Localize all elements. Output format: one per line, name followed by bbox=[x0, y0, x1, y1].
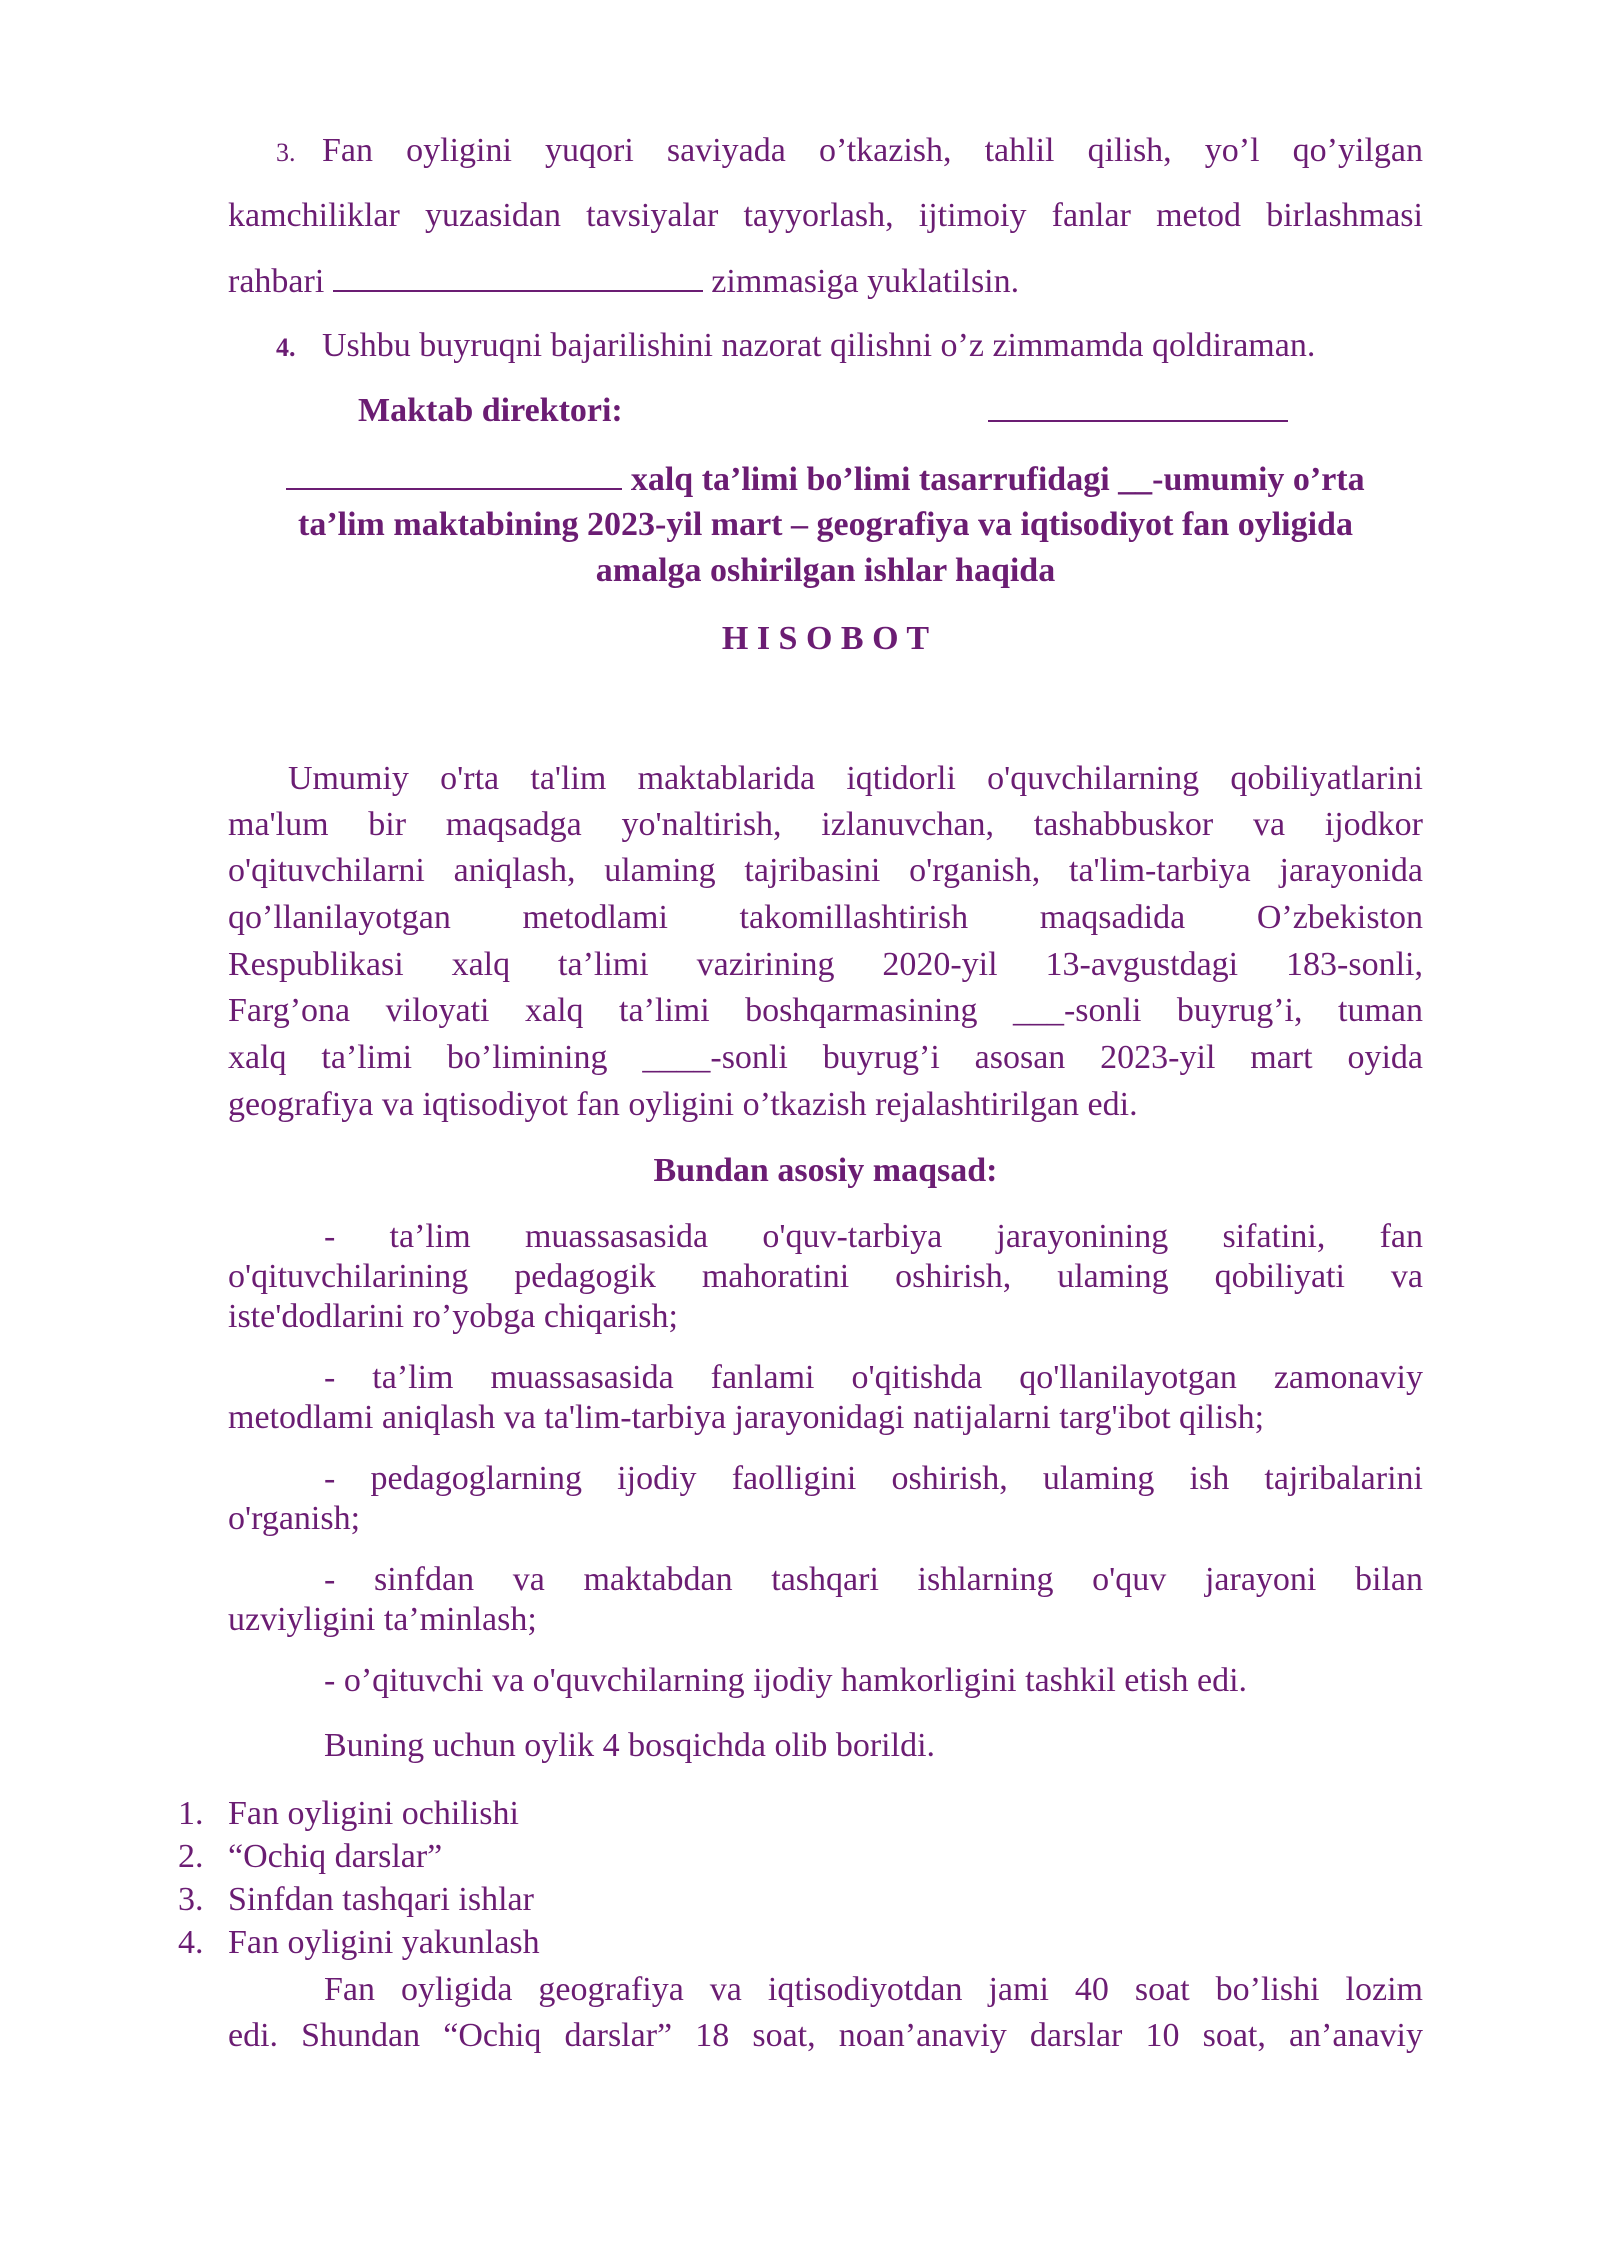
intro-line-8: geografiya va iqtisodiyot fan oyligini o’tkazish rejalashtirilgan edi. bbox=[228, 1086, 1138, 1123]
intro-line-1: Umumiy o'rta ta'lim maktablarida iqtidorli o'quvchilarning qobiliyatlarini bbox=[288, 760, 1423, 797]
goal-heading: Bundan asosiy maqsad: bbox=[653, 1152, 998, 1189]
intro-line-6: Farg’ona viloyati xalq ta’limi boshqarmasining ___-sonli buyrug’i, tuman bbox=[228, 992, 1423, 1029]
goal-3-line-2: o'rganish; bbox=[228, 1500, 361, 1537]
item-4-text: Ushbu buyruqni bajarilishini nazorat qilishni o’z zimmamda qoldiraman. bbox=[322, 327, 1316, 364]
signature-row bbox=[228, 392, 1423, 430]
item-3-line-2: kamchiliklar yuzasidan tavsiyalar tayyorlash, ijtimoiy fanlar metod birlashmasi bbox=[228, 197, 1423, 234]
stage-item-2 bbox=[178, 1838, 442, 1876]
item-4-number: 4. bbox=[276, 333, 296, 362]
goal-1-line-3: iste'dodlarini ro’yobga chiqarish; bbox=[228, 1298, 678, 1335]
final-line-1: Fan oyligida geografiya va iqtisodiyotdan jami 40 soat bo’lishi lozim bbox=[324, 1971, 1423, 2008]
goal-1-line-2: o'qituvchilarining pedagogik mahoratini oshirish, ulaming qobiliyati va bbox=[228, 1258, 1423, 1295]
stage-number: 1. bbox=[178, 1795, 204, 1832]
item-3-line-3-start: rahbari bbox=[228, 263, 325, 300]
report-header-line-1-text: xalq ta’limi bo’limi tasarrufidagi __-umumiy o’rta bbox=[630, 461, 1365, 498]
intro-line-4: qo’llanilayotgan metodlami takomillashtirish maqsadida O’zbekiston bbox=[228, 899, 1423, 936]
stage-number: 2. bbox=[178, 1838, 204, 1875]
report-header-line-3: amalga oshirilgan ishlar haqida bbox=[595, 552, 1056, 589]
item-3-blank bbox=[333, 262, 703, 292]
final-line-2: edi. Shundan “Ochiq darslar” 18 soat, noan’anaviy darslar 10 soat, an’anaviy bbox=[228, 2017, 1423, 2054]
intro-line-3: o'qituvchilarni aniqlash, ulaming tajribasini o'rganish, ta'lim-tarbiya jarayonida bbox=[228, 852, 1423, 889]
stage-text: Fan oyligini ochilishi bbox=[228, 1795, 519, 1832]
report-header-line-1 bbox=[228, 460, 1423, 499]
item-4 bbox=[228, 327, 1423, 365]
stage-item-4 bbox=[178, 1924, 540, 1962]
goal-2-line-1: - ta’lim muassasasida fanlami o'qitishda qo'llanilayotgan zamonaviy bbox=[324, 1359, 1423, 1396]
signature-label: Maktab direktori: bbox=[358, 392, 623, 429]
item-3-text: Fan oyligini yuqori saviyada o’tkazish, tahlil qilish, yo’l qo’yilgan bbox=[322, 132, 1423, 169]
goal-4-line-1: - sinfdan va maktabdan tashqari ishlarning o'quv jarayoni bilan bbox=[324, 1561, 1423, 1598]
signature-line bbox=[988, 392, 1288, 422]
stage-text: “Ochiq darslar” bbox=[228, 1838, 443, 1875]
stage-number: 4. bbox=[178, 1924, 204, 1961]
stage-text: Fan oyligini yakunlash bbox=[228, 1924, 540, 1961]
intro-line-2: ma'lum bir maqsadga yo'naltirish, izlanuvchan, tashabbuskor va ijodkor bbox=[228, 806, 1423, 843]
stage-item-1 bbox=[178, 1795, 519, 1833]
report-header-line-2: ta’lim maktabining 2023-yil mart – geografiya va iqtisodiyot fan oyligida bbox=[298, 506, 1353, 543]
item-3-line-3-end: zimmasiga yuklatilsin. bbox=[711, 263, 1020, 300]
stage-item-3 bbox=[178, 1881, 534, 1919]
intro-line-7: xalq ta’limi bo’limining ____-sonli buyrug’i asosan 2023-yil mart oyida bbox=[228, 1039, 1423, 1076]
stages-intro: Buning uchun oylik 4 bosqichda olib borildi. bbox=[324, 1727, 936, 1764]
district-blank bbox=[286, 460, 622, 490]
item-3-number: 3. bbox=[276, 138, 296, 167]
goal-3-line-1: - pedagoglarning ijodiy faolligini oshirish, ulaming ish tajribalarini bbox=[324, 1460, 1423, 1497]
report-title: H I S O B O T bbox=[721, 620, 930, 657]
stage-number: 3. bbox=[178, 1881, 204, 1918]
goal-2-line-2: metodlami aniqlash va ta'lim-tarbiya jarayonidagi natijalarni targ'ibot qilish; bbox=[228, 1399, 1265, 1436]
intro-line-5: Respublikasi xalq ta’limi vazirining 2020-yil 13-avgustdagi 183-sonli, bbox=[228, 946, 1423, 983]
goal-4-line-2: uzviyligini ta’minlash; bbox=[228, 1601, 537, 1638]
item-3-line-3 bbox=[228, 262, 1423, 301]
stage-text: Sinfdan tashqari ishlar bbox=[228, 1881, 534, 1918]
goal-1-line-1: - ta’lim muassasasida o'quv-tarbiya jarayonining sifatini, fan bbox=[324, 1218, 1423, 1255]
item-3-line-1 bbox=[228, 132, 1423, 170]
goal-5-line-1: - o’qituvchi va o'quvchilarning ijodiy hamkorligini tashkil etish edi. bbox=[324, 1662, 1248, 1699]
